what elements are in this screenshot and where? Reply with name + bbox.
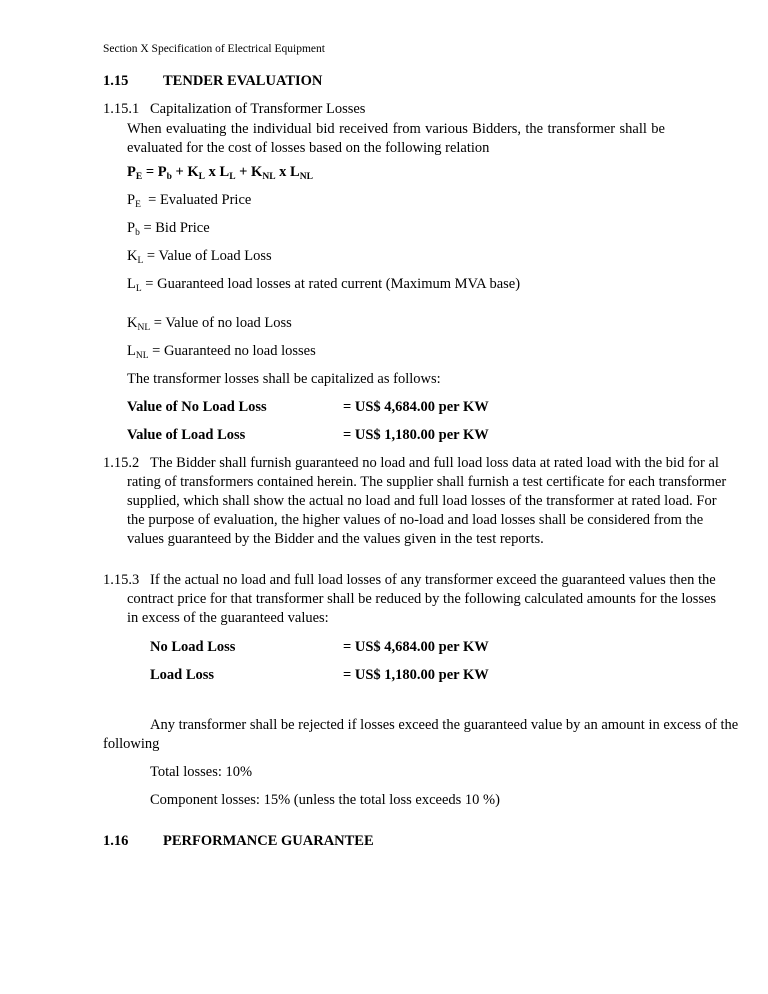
cap-row-value: = US$ 4,684.00 per KW [343, 399, 489, 415]
rejection-text: Any transformer shall be rejected if losses exceed the guaranteed value by an amount in excess of the [150, 717, 739, 733]
section-1-15-2-line: supplied, which shall show the actual no load and full load losses of the transformer at rated load. For [127, 493, 717, 509]
definition-guaranteed-no-load-losses: $L_{NL}$ = Guaranteed no load losses [127, 343, 316, 361]
section-1-15-3-number: 1.15.3 [103, 572, 140, 588]
reduction-row-value: = US$ 1,180.00 per KW [343, 667, 489, 683]
rejection-text-cont: following [103, 736, 160, 752]
page-header: Section X Specification of Electrical Equipment [103, 43, 325, 55]
section-1-16-title: PERFORMANCE GUARANTEE [163, 833, 374, 849]
section-1-15-3-line: contract price for that transformer shall be reduced by the following calculated amounts for the losses [127, 591, 717, 607]
section-1-15-1-title: Capitalization of Transformer Losses [150, 101, 366, 117]
section-1-15-1-number: 1.15.1 [103, 101, 140, 117]
reduction-row-label: Load Loss [150, 667, 215, 683]
reduction-row-value: = US$ 4,684.00 per KW [343, 639, 489, 655]
cap-row-label: Value of No Load Loss [127, 399, 267, 415]
evaluation-formula: $P_E = P_b + K_L$ x $L_L + K_{NL}$ x $L_{NL}$ [127, 164, 313, 182]
section-1-15-3-line: in excess of the guaranteed values: [127, 610, 329, 626]
section-1-15-1-intro: When evaluating the individual bid received from various Bidders, the transformer shall be evaluated for the cost of losses based on the following relation [127, 121, 665, 156]
definition-value-load-loss: $K_L$ = Value of Load Loss [127, 248, 272, 266]
reduction-row-label: No Load Loss [150, 639, 236, 655]
definition-evaluated-price: $P_E$ = Evaluated Price [127, 192, 252, 210]
capitalization-intro: The transformer losses shall be capitalized as follows: [127, 371, 441, 387]
definition-bid-price: $P_b$ = Bid Price [127, 220, 210, 238]
section-1-15-2-line: values guaranteed by the Bidder and the values given in the test reports. [127, 531, 544, 547]
section-1-15-title: TENDER EVALUATION [163, 73, 323, 89]
limit-component-losses: Component losses: 15% (unless the total loss exceeds 10 %) [150, 792, 500, 808]
definition-value-no-load-loss: $K_{NL}$ = Value of no load Loss [127, 315, 292, 333]
section-1-15-2-line: rating of transformers contained herein. The supplier shall furnish a test certificate for each transformer [127, 474, 727, 490]
limit-total-losses: Total losses: 10% [150, 764, 253, 780]
section-1-15-number: 1.15 [103, 73, 129, 89]
section-1-15-3-line: If the actual no load and full load losses of any transformer exceed the guaranteed values then the [150, 572, 716, 588]
section-1-15-2-line: the purpose of evaluation, the higher values of no-load and load losses shall be considered from the [127, 512, 704, 528]
cap-row-label: Value of Load Loss [127, 427, 246, 443]
section-1-16-number: 1.16 [103, 833, 129, 849]
cap-row-value: = US$ 1,180.00 per KW [343, 427, 489, 443]
definition-guaranteed-load-losses: $L_L$ = Guaranteed load losses at rated current (Maximum MVA base) [127, 276, 521, 294]
section-1-15-2-number: 1.15.2 [103, 455, 140, 471]
section-1-15-2-line: The Bidder shall furnish guaranteed no load and full load loss data at rated load with the bid for al [150, 455, 719, 471]
